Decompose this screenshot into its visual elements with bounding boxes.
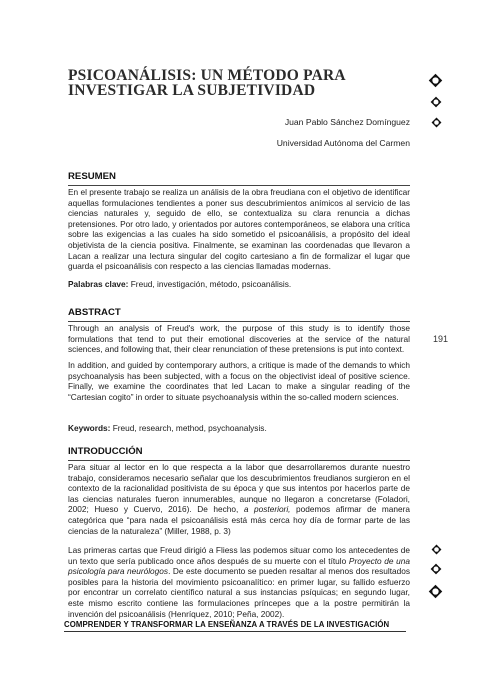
diamond-ring-icon [430, 563, 442, 575]
abstract-body-2 [68, 360, 410, 402]
diamond-ring-icon [428, 73, 443, 88]
page-number: 191 [433, 334, 449, 344]
article-title [68, 68, 398, 98]
diamond-ring-icon [431, 544, 442, 555]
keywords-values-en: Freud, research, method, psychoanalysis. [110, 423, 267, 433]
abstract-body-1 [68, 323, 410, 355]
abstract-keywords [68, 423, 410, 434]
resumen-paragraph: En el presente trabajo se realiza un análisis de la obra freudiana con el objetivo de identificar aquellas formulaciones tendientes a poner sus descubrimientos anímicos al servicio de las ciencias naturales y, seguido de ello, se contextualiza su clara renuncia a dichas pretensiones. Por otro lado, y orientados por autores contemporáneos, se elabora una crítica sobre las exigencias a las cuales ha sido sometido el psicoanálisis, a propósito del ideal objetivista de la ciencia positiva. Finalmente, se examinan las coordenadas que llevaron a Lacan a realizar una lectura singular del cogito cartesiano a fin de formalizar el lugar que guarda el psicoanálisis con respecto a las ciencias llamadas modernas. [68, 187, 410, 272]
author-affiliation: Universidad Autónoma del Carmen [276, 138, 410, 148]
introduccion-paragraph-1: Para situar al lector en lo que respecta a la labor que desarrollaremos durante nuestro trabajo, consideramos necesario señalar que los descubrimientos freudianos surgieron en el contexto de la racionalidad positivista de su época y que sus intentos por hacerlos parte de las ciencias naturales fueron innumerables, aunque no llegaron a concretarse (Foladori, 2002; Hueso y Cuervo, 2016). De hecho, a posteriori, podemos afirmar de manera categórica que “para nada el psicoanálisis está más cerca hoy día de formar parte de las ciencias de la naturaleza” (Miller, 1988, p. 3) [68, 462, 411, 536]
introduccion-body-2 [68, 545, 410, 619]
resumen-body [68, 187, 410, 272]
running-footer: COMPRENDER Y TRANSFORMAR LA ENSEÑANZA A TRAVÉS DE LA INVESTIGACIÓN [64, 620, 390, 629]
introduccion-heading: INTRODUCCIÓN [68, 446, 410, 461]
keywords-values: Freud, investigación, método, psicoanálisis. [128, 279, 292, 289]
keywords-label: Palabras clave: [68, 279, 129, 289]
resumen-heading: RESUMEN [68, 171, 410, 186]
diamond-ring-icon [431, 117, 442, 128]
diamond-ring-icon [428, 584, 443, 599]
abstract-paragraph-1: Through an analysis of Freud's work, the purpose of this study is to identify those formulations that tend to put their emotional discoveries at the service of the natural sciences, and following that, their clear renunciation of these pretensions is put into context. [68, 323, 410, 355]
keywords-label-en: Keywords: [68, 423, 111, 433]
author-name: Juan Pablo Sánchez Domínguez [284, 117, 410, 127]
title-line-1: PSICOANÁLISIS: UN MÉTODO PARA [68, 67, 346, 84]
abstract-paragraph-2: In addition, and guided by contemporary authors, a critique is made of the demands to which psychoanalysis has been subjected, with a focus on the objectivist ideal of positive science. Finally, we examine the coordinates that led Lacan to make a singular reading of the “Cartesian cogito” in order to situate psychoanalysis within the so-called modern sciences. [68, 360, 410, 402]
resumen-keywords [68, 279, 410, 290]
title-line-2: INVESTIGAR LA SUBJETIVIDAD [68, 82, 316, 99]
diamond-ring-icon [430, 96, 442, 108]
introduccion-paragraph-2: Las primeras cartas que Freud dirigió a Fliess las podemos situar como los antecedentes de un texto que sería publicado once años después de su muerte con el título Proyecto de una psicología para neurólogos. De este documento se pueden resaltar al menos dos resultados posibles para la historia del movimiento psicoanalítico: en primer lugar, su fallido esfuerzo por encontrar un correlato científico natural a sus instancias psíquicas; en segundo lugar, este mismo escrito contiene las formulaciones príncepes que a la postre permitirán la invención del psicoanálisis (Henríquez, 2010; Peña, 2002). [68, 545, 410, 619]
introduccion-body-1 [68, 462, 410, 536]
abstract-heading: ABSTRACT [68, 307, 410, 322]
footer-rule [64, 631, 406, 632]
